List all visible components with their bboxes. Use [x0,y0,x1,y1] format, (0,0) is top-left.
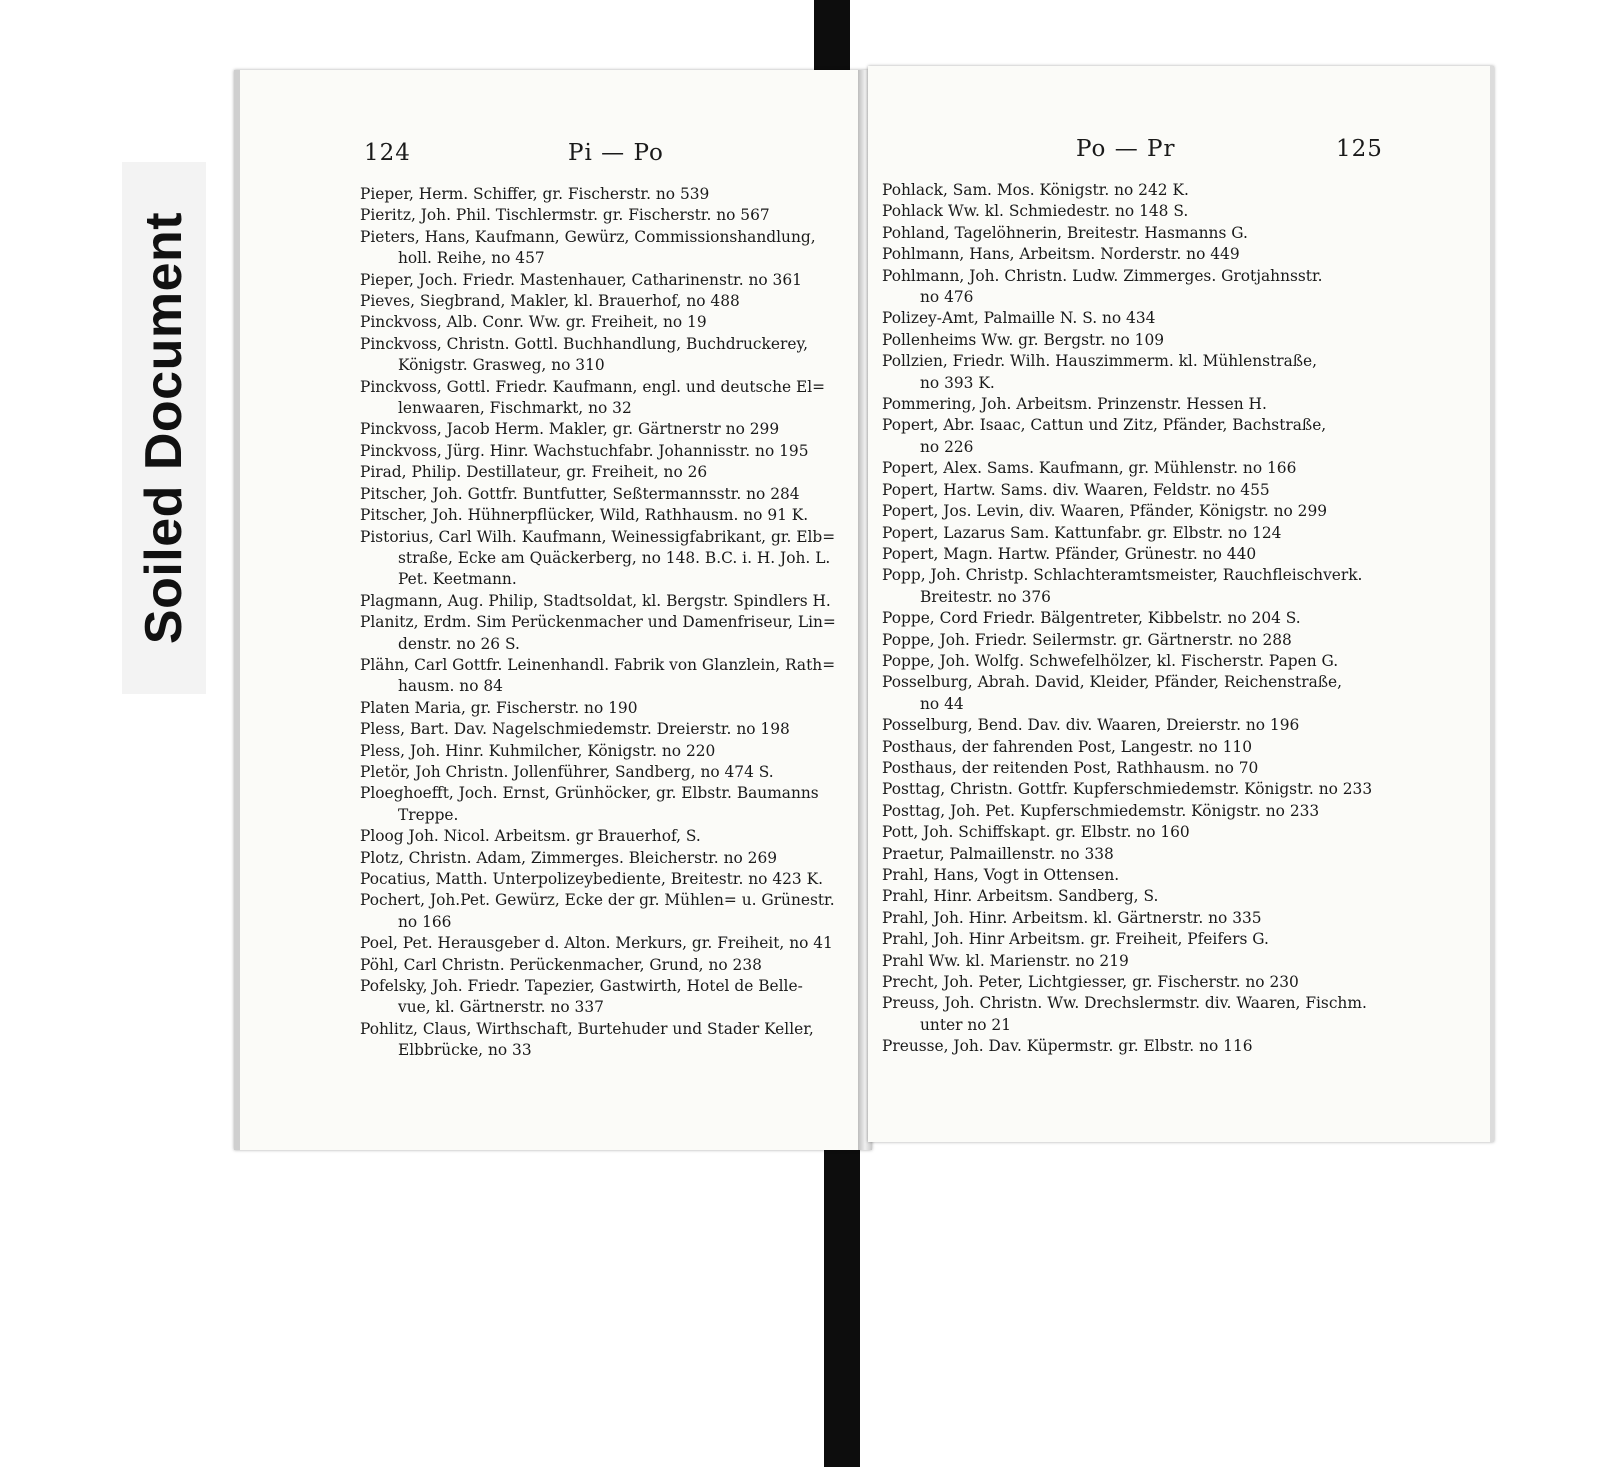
label-text: Soiled Document [135,211,193,645]
entry-line: Pollzien, Friedr. Wilh. Hauszimmerm. kl. Mühlenstraße, [882,352,1318,371]
directory-entry [882,223,1382,244]
entry-line: Popert, Magn. Hartw. Pfänder, Grünestr. no 440 [882,544,1257,563]
entry-line: Pieper, Herm. Schiffer, gr. Fischerstr. no 539 [360,185,710,203]
directory-entry [882,822,1382,843]
entry-line: Pofelsky, Joh. Friedr. Tapezier, Gastwirth, Hotel de Belle- [360,977,803,996]
directory-entry [360,976,852,1019]
directory-entry [360,484,852,505]
entry-line: Pollenheims Ww. gr. Bergstr. no 109 [882,330,1165,349]
entry-continuation: Königstr. Grasweg, no 310 [398,356,605,375]
bookmark-ribbon-bottom [824,1148,860,1467]
entry-line: Pommering, Joh. Arbeitsm. Prinzenstr. Hessen H. [882,395,1267,414]
directory-entry [882,737,1382,758]
entry-line: Pieper, Joch. Friedr. Mastenhauer, Catharinenstr. no 361 [360,270,802,289]
entry-line: Pinckvoss, Jacob Herm. Makler, gr. Gärtnerstr no 299 [360,420,780,439]
entry-line: Posthaus, der reitenden Post, Rathhausm. no 70 [882,758,1259,777]
directory-entry [360,419,852,440]
directory-entry [360,184,852,205]
directory-entry [882,201,1382,222]
directory-entry [882,630,1382,651]
entry-continuation: hausm. no 84 [398,677,503,696]
entry-line: Pohlack Ww. kl. Schmiedestr. no 148 S. [882,202,1189,221]
directory-entry [360,826,852,847]
right-running-head: Po — Pr [1076,136,1176,162]
entry-continuation: Elbbrücke, no 33 [398,1041,532,1060]
entry-line: Pieters, Hans, Kaufmann, Gewürz, Commissionshandlung, [360,227,816,246]
entry-line: Pletör, Joh Christn. Jollenführer, Sandberg, no 474 S. [360,762,774,781]
directory-entry [360,377,852,420]
directory-entry [360,334,852,377]
directory-entry [882,715,1382,736]
directory-entry [882,544,1382,565]
directory-entry [360,698,852,719]
entry-line: Pocatius, Matth. Unterpolizeybediente, Breitestr. no 423 K. [360,870,823,888]
directory-entry [882,308,1382,329]
entry-line: Posttag, Christn. Gottfr. Kupferschmiedemstr. Königstr. no 233 [882,780,1373,799]
entry-line: Pöhl, Carl Christn. Perückenmacher, Grund, no 238 [360,955,762,974]
directory-entry [882,779,1382,800]
directory-entry [882,993,1382,1036]
bookmark-ribbon-top [814,0,850,80]
entry-line: Praetur, Palmaillenstr. no 338 [882,844,1114,863]
right-page [868,66,1494,1142]
entry-line: Pohlmann, Hans, Arbeitsm. Norderstr. no 449 [882,245,1240,264]
directory-entry [882,608,1382,629]
entry-line: Prahl, Joh. Hinr. Arbeitsm. kl. Gärtnerstr. no 335 [882,908,1262,927]
entry-line: Posttag, Joh. Pet. Kupferschmiedemstr. Königstr. no 233 [882,801,1320,820]
directory-entry [882,758,1382,779]
entry-line: Posthaus, der fahrenden Post, Langestr. no 110 [882,737,1253,756]
entry-line: Pochert, Joh.Pet. Gewürz, Ecke der gr. Mühlen= u. Grünestr. [360,891,835,910]
entry-line: Pohlitz, Claus, Wirthschaft, Burtehuder und Stader Keller, [360,1019,814,1038]
directory-entry [882,865,1382,886]
entry-line: Popp, Joh. Christp. Schlachteramtsmeister, Rauchfleischverk. [882,566,1363,585]
entry-line: Popert, Alex. Sams. Kaufmann, gr. Mühlenstr. no 166 [882,459,1297,478]
entry-continuation: straße, Ecke am Quäckerberg, no 148. B.C. i. H. Joh. L. [398,548,831,567]
left-page-number: 124 [364,140,411,166]
directory-entry [360,527,852,591]
right-entry-list [882,180,1382,1058]
directory-entry [360,955,852,976]
directory-entry [882,908,1382,929]
directory-entry [360,462,852,483]
entry-line: Pitscher, Joh. Hühnerpflücker, Wild, Rathhausm. no 91 K. [360,506,809,525]
entry-line: Platen Maria, gr. Fischerstr. no 190 [360,698,638,717]
entry-line: Precht, Joh. Peter, Lichtgiesser, gr. Fischerstr. no 230 [882,973,1299,992]
directory-entry [360,933,852,954]
entry-line: Poppe, Cord Friedr. Bälgentreter, Kibbelstr. no 204 S. [882,609,1301,628]
entry-line: Pistorius, Carl Wilh. Kaufmann, Weinessigfabrikant, gr. Elb= [360,527,836,546]
entry-line: Pohlmann, Joh. Christn. Ludw. Zimmerges. Grotjahnsstr. [882,266,1323,285]
entry-line: Planitz, Erdm. Sim Perückenmacher und Damenfriseur, Lin= [360,613,836,632]
directory-entry [882,929,1382,950]
entry-continuation: no 393 K. [920,373,995,392]
directory-entry [360,441,852,462]
entry-continuation: holl. Reihe, no 457 [398,249,545,268]
left-running-head: Pi — Po [568,140,664,166]
entry-line: Pott, Joh. Schiffskapt. gr. Elbstr. no 160 [882,823,1190,842]
directory-entry [882,844,1382,865]
entry-line: Plähn, Carl Gottfr. Leinenhandl. Fabrik von Glanzlein, Rath= [360,655,836,674]
entry-line: Pieves, Siegbrand, Makler, kl. Brauerhof, no 488 [360,292,740,311]
directory-entry [882,330,1382,351]
entry-line: Popert, Hartw. Sams. div. Waaren, Feldstr. no 455 [882,480,1270,499]
directory-entry [882,972,1382,993]
directory-entry [882,458,1382,479]
entry-line: Pinckvoss, Gottl. Friedr. Kaufmann, engl. und deutsche El= [360,377,826,396]
entry-line: Pohland, Tagelöhnerin, Breitestr. Hasmanns G. [882,223,1248,242]
entry-continuation: Treppe. [398,805,459,824]
soiled-document-label [122,162,206,694]
entry-line: Pless, Bart. Dav. Nagelschmiedemstr. Dreierstr. no 198 [360,720,790,739]
entry-line: Ploeghoefft, Joch. Ernst, Grünhöcker, gr. Elbstr. Baumanns [360,784,819,803]
entry-continuation: Breitestr. no 376 [920,587,1051,606]
directory-entry [360,655,852,698]
directory-entry [360,205,852,226]
entry-line: Preusse, Joh. Dav. Küpermstr. gr. Elbstr. no 116 [882,1037,1253,1056]
directory-entry [882,415,1382,458]
directory-entry [360,848,852,869]
entry-continuation: no 226 [920,437,974,456]
directory-entry [360,227,852,270]
entry-continuation: vue, kl. Gärtnerstr. no 337 [398,998,604,1017]
entry-line: Pohlack, Sam. Mos. Königstr. no 242 K. [882,181,1189,199]
entry-line: Poppe, Joh. Friedr. Seilermstr. gr. Gärtnerstr. no 288 [882,630,1292,649]
entry-line: Pless, Joh. Hinr. Kuhmilcher, Königstr. no 220 [360,741,716,760]
directory-entry [882,351,1382,394]
entry-line: Posselburg, Abrah. David, Kleider, Pfänder, Reichenstraße, [882,673,1343,692]
directory-entry [360,291,852,312]
entry-continuation: no 44 [920,694,964,713]
entry-line: Poel, Pet. Herausgeber d. Alton. Merkurs, gr. Freiheit, no 41 [360,934,833,953]
entry-line: Plagmann, Aug. Philip, Stadtsoldat, kl. Bergstr. Spindlers H. [360,591,831,610]
entry-continuation: unter no 21 [920,1015,1012,1034]
directory-entry [882,480,1382,501]
entry-line: Pitscher, Joh. Gottfr. Buntfutter, Seßtermannsstr. no 284 [360,484,800,503]
entry-line: Posselburg, Bend. Dav. div. Waaren, Dreierstr. no 196 [882,716,1300,735]
entry-line: Polizey-Amt, Palmaille N. S. no 434 [882,309,1156,328]
entry-line: Pinckvoss, Christn. Gottl. Buchhandlung, Buchdruckerey, [360,334,808,353]
directory-entry [360,312,852,333]
directory-entry [882,266,1382,309]
directory-entry [360,505,852,526]
entry-continuation: denstr. no 26 S. [398,634,520,653]
entry-continuation: no 166 [398,912,452,931]
directory-entry [882,565,1382,608]
directory-entry [360,591,852,612]
entry-line: Pinckvoss, Alb. Conr. Ww. gr. Freiheit, no 19 [360,313,707,332]
directory-entry [882,672,1382,715]
entry-line: Popert, Abr. Isaac, Cattun und Zitz, Pfänder, Bachstraße, [882,416,1327,435]
directory-entry [882,951,1382,972]
entry-line: Ploog Joh. Nicol. Arbeitsm. gr Brauerhof, S. [360,827,701,846]
directory-entry [882,244,1382,265]
entry-line: Poppe, Joh. Wolfg. Schwefelhölzer, kl. Fischerstr. Papen G. [882,651,1339,670]
left-page [234,70,872,1150]
directory-entry [360,762,852,783]
directory-entry [360,719,852,740]
left-entry-list [360,184,852,1062]
entry-line: Pieritz, Joh. Phil. Tischlermstr. gr. Fischerstr. no 567 [360,206,770,225]
directory-entry [360,270,852,291]
entry-continuation: no 476 [920,288,974,307]
entry-line: Preuss, Joh. Christn. Ww. Drechslermstr. div. Waaren, Fischm. [882,994,1367,1013]
entry-continuation: Pet. Keetmann. [398,570,517,589]
directory-entry [360,890,852,933]
right-page-number: 125 [1336,136,1383,162]
entry-continuation: lenwaaren, Fischmarkt, no 32 [398,399,632,418]
entry-line: Popert, Lazarus Sam. Kattunfabr. gr. Elbstr. no 124 [882,523,1282,542]
directory-entry [882,501,1382,522]
entry-line: Prahl, Hinr. Arbeitsm. Sandberg, S. [882,887,1159,906]
entry-line: Pirad, Philip. Destillateur, gr. Freiheit, no 26 [360,463,708,482]
entry-line: Pinckvoss, Jürg. Hinr. Wachstuchfabr. Johannisstr. no 195 [360,441,809,460]
entry-line: Plotz, Christn. Adam, Zimmerges. Bleicherstr. no 269 [360,848,778,867]
directory-entry [360,783,852,826]
directory-entry [882,180,1382,201]
entry-line: Prahl Ww. kl. Marienstr. no 219 [882,951,1129,970]
directory-entry [360,612,852,655]
entry-line: Prahl, Joh. Hinr Arbeitsm. gr. Freiheit, Pfeifers G. [882,930,1269,949]
entry-line: Prahl, Hans, Vogt in Ottensen. [882,866,1120,884]
directory-entry [882,1036,1382,1057]
directory-entry [882,801,1382,822]
directory-entry [882,886,1382,907]
directory-entry [360,741,852,762]
directory-entry [882,523,1382,544]
directory-entry [882,394,1382,415]
directory-entry [882,651,1382,672]
entry-line: Popert, Jos. Levin, div. Waaren, Pfänder, Königstr. no 299 [882,502,1328,521]
directory-entry [360,869,852,890]
directory-entry [360,1019,852,1062]
